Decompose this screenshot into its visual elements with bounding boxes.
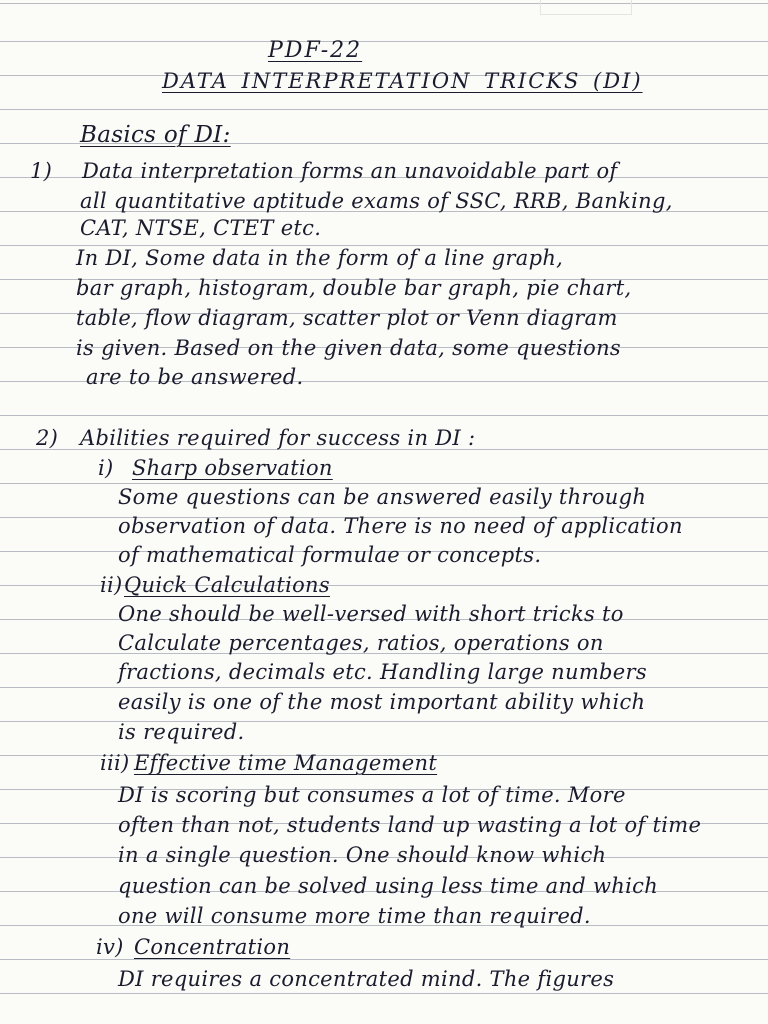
basics-line-1: Data interpretation forms an unavoidable part of xyxy=(82,159,618,183)
basics-line-4: In DI, Some data in the form of a line graph, xyxy=(76,246,564,270)
item3-line-5: one will consume more time than required. xyxy=(118,904,591,928)
item2-line-3: fractions, decimals etc. Handling large numbers xyxy=(118,660,647,684)
item1-line-2: observation of data. There is no need of application xyxy=(118,514,683,538)
basics-line-8: are to be answered. xyxy=(86,365,304,389)
item2-numeral: ii) xyxy=(100,573,123,597)
item1-numeral: i) xyxy=(98,456,114,480)
item1-line-3: of mathematical formulae or concepts. xyxy=(118,543,542,567)
item2-line-5: is required. xyxy=(118,720,245,744)
item2-title: Quick Calculations xyxy=(124,573,330,597)
basics-line-5: bar graph, histogram, double bar graph, pie chart, xyxy=(76,276,632,300)
item2-line-4: easily is one of the most important ability which xyxy=(118,690,646,714)
point2-number: 2) xyxy=(36,426,59,450)
document-title: DATA INTERPRETATION TRICKS (DI) xyxy=(162,69,643,93)
item3-line-1: DI is scoring but consumes a lot of time. More xyxy=(118,783,626,807)
item1-line-1: Some questions can be answered easily through xyxy=(118,485,647,509)
item4-title: Concentration xyxy=(134,935,291,959)
pdf-number: PDF-22 xyxy=(268,38,363,63)
item2-line-1: One should be well-versed with short tricks to xyxy=(118,602,624,626)
item3-line-2: often than not, students land up wasting a lot of time xyxy=(118,813,702,837)
page-corner-mark xyxy=(540,0,632,15)
item4-line-1: DI requires a concentrated mind. The figures xyxy=(118,967,615,991)
basics-heading: Basics of DI: xyxy=(80,122,231,148)
abilities-heading: Abilities required for success in DI : xyxy=(80,426,476,450)
basics-line-6: table, flow diagram, scatter plot or Venn diagram xyxy=(76,306,618,330)
item3-line-3: in a single question. One should know which xyxy=(118,843,607,867)
item3-numeral: iii) xyxy=(100,751,130,775)
point1-number: 1) xyxy=(30,159,53,183)
item4-numeral: iv) xyxy=(96,935,124,959)
basics-line-7: is given. Based on the given data, some questions xyxy=(76,336,622,360)
basics-line-2: all quantitative aptitude exams of SSC, RRB, Banking, xyxy=(80,189,673,213)
item3-title: Effective time Management xyxy=(134,751,438,775)
item2-line-2: Calculate percentages, ratios, operations on xyxy=(118,631,604,655)
item1-title: Sharp observation xyxy=(132,456,333,480)
basics-line-3: CAT, NTSE, CTET etc. xyxy=(80,216,322,240)
item3-line-4: question can be solved using less time and which xyxy=(118,874,659,898)
